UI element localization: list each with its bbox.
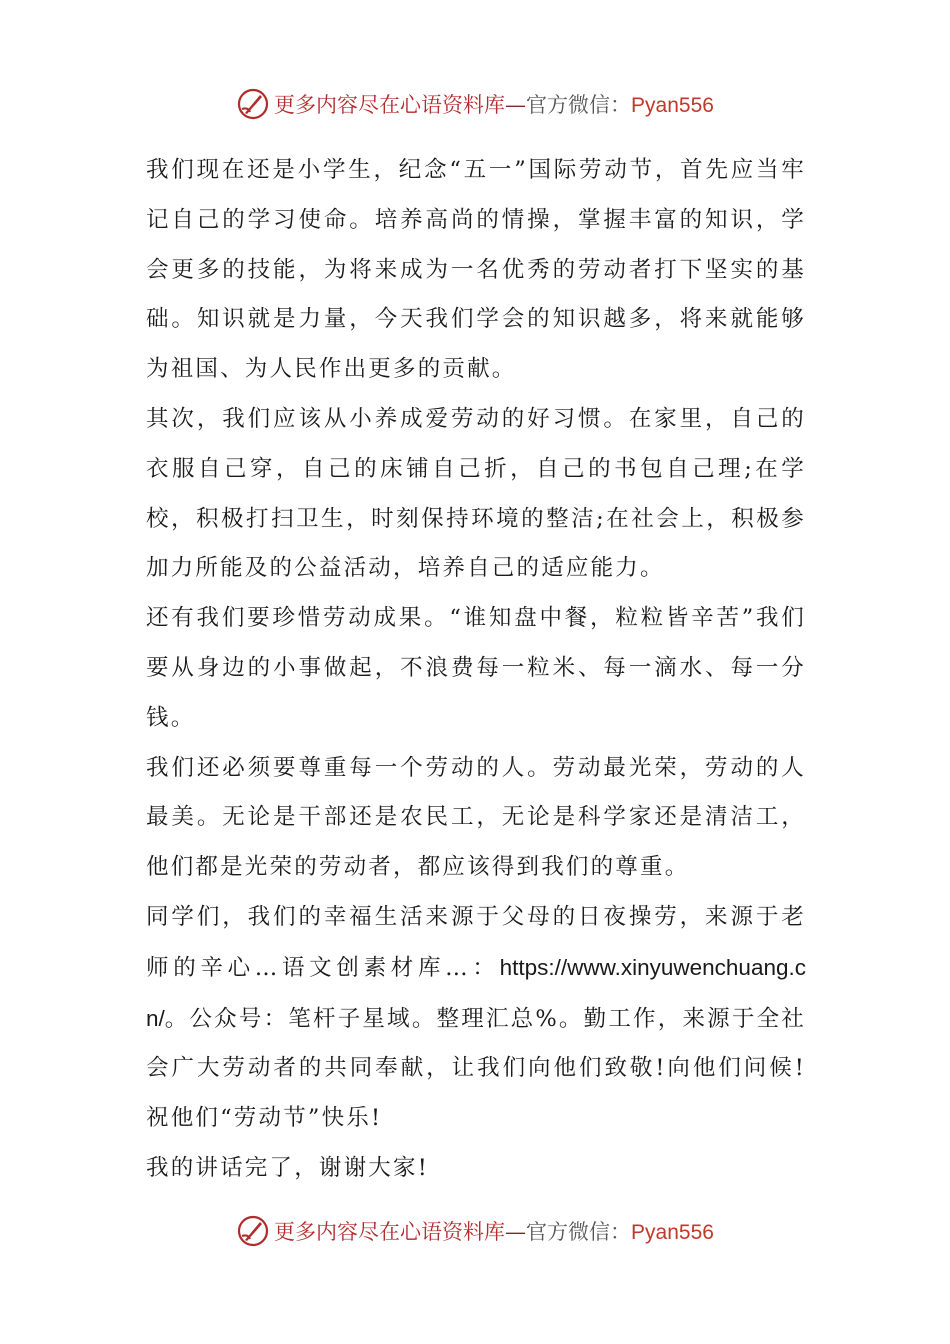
banner-wechat-id: Pyan556 (631, 1221, 714, 1244)
banner-wechat-id: Pyan556 (631, 94, 714, 117)
banner-dash: — (505, 93, 527, 117)
paragraph-5-after: 。公众号：笔杆子星域。整理汇总%。勤工作，来源于全社会广大劳动者的共同奉献，让我们向他们致敬!向他们问候!祝他们“劳动节”快乐! (146, 1005, 806, 1132)
banner-dash: — (505, 1220, 527, 1244)
quill-pen-logo-icon (236, 87, 270, 121)
banner-slogan: 更多内容尽在心语资料库 (274, 93, 506, 117)
document-body (146, 146, 806, 1194)
banner-text (274, 89, 714, 119)
closing-paragraph: 我的讲话完了，谢谢大家! (146, 1154, 429, 1181)
paragraph-2: 其次，我们应该从小养成爱劳动的好习惯。在家里，自己的衣服自己穿，自己的床铺自己折，自己的书包自己理;在学校，积极打扫卫生，时刻保持环境的整洁;在社会上，积极参加力所能及的公益活动，培养自己的适应能力。 (146, 405, 806, 582)
banner-slogan: 更多内容尽在心语资料库 (274, 1220, 506, 1244)
paragraph-1: 我们现在还是小学生，纪念“五一”国际劳动节，首先应当牢记自己的学习使命。培养高尚的情操，掌握丰富的知识，学会更多的技能，为将来成为一名优秀的劳动者打下坚实的基础。知识就是力量，今天我们学会的知识越多，将来就能够为祖国、为人民作出更多的贡献。 (146, 157, 806, 383)
footer-banner (0, 1211, 950, 1251)
header-banner (0, 84, 950, 124)
banner-wechat-label: 官方微信： (526, 1220, 632, 1244)
banner-text (274, 1216, 714, 1246)
paragraph-3: 还有我们要珍惜劳动成果。“谁知盘中餐，粒粒皆辛苦”我们要从身边的小事做起，不浪费每一粒米、每一滴水、每一分钱。 (146, 605, 806, 731)
quill-pen-logo-icon (236, 1214, 270, 1248)
paragraph-4: 我们还必须要尊重每一个劳动的人。劳动最光荣，劳动的人最美。无论是干部还是农民工，无论是科学家还是清洁工，他们都是光荣的劳动者，都应该得到我们的尊重。 (146, 754, 806, 881)
paragraph-5 (146, 893, 806, 1144)
website-link[interactable]: https://www.xinyuwenchuang.cn/ (146, 954, 806, 1031)
banner-wechat-label: 官方微信： (526, 93, 632, 117)
paragraph-5-before: 同学们，我们的幸福生活来源于父母的日夜操劳，来源于老师的辛心…语文创素材库…： (146, 903, 806, 981)
